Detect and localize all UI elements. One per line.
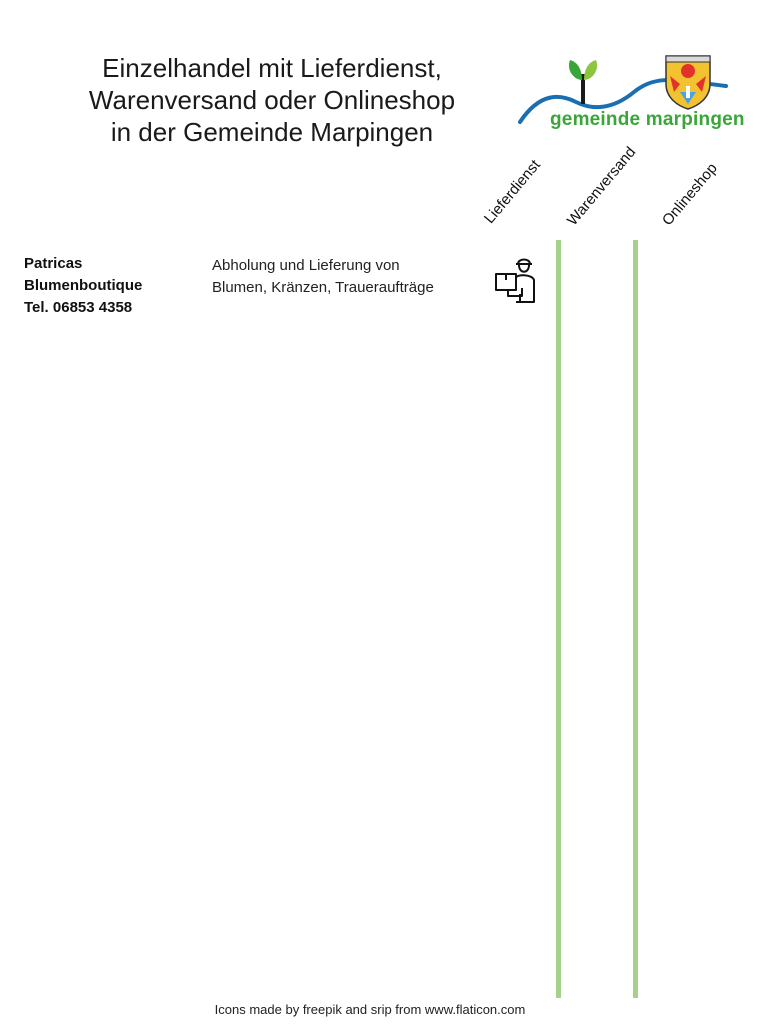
title-line-1: Einzelhandel mit Lieferdienst, (102, 53, 442, 83)
column-divider-2 (633, 240, 638, 998)
title-line-3: in der Gemeinde Marpingen (110, 117, 434, 147)
store-phone: Tel. 06853 4358 (24, 299, 133, 316)
store-description-line-1: Abholung und Lieferung von (212, 257, 400, 274)
store-name (24, 253, 142, 319)
store-name-line-1: Patricas (24, 255, 83, 272)
store-description-line-2: Blumen, Kränzen, Traueraufträge (212, 279, 434, 296)
title-line-2: Warenversand oder Onlineshop (88, 85, 456, 115)
store-description (212, 255, 434, 299)
column-divider-1 (556, 240, 561, 998)
page-title (40, 52, 504, 148)
logo-text: gemeinde marpingen (550, 109, 745, 130)
delivery-person-icon (494, 256, 538, 304)
coat-of-arms (664, 54, 712, 110)
coat-of-arms-icon (664, 54, 712, 110)
column-header-onlineshop: Onlineshop (658, 159, 721, 229)
column-header-warenversand: Warenversand (563, 143, 640, 229)
footer-credits: Icons made by freepik and srip from www.flaticon.com (214, 1002, 526, 1017)
delivery-service-mark (494, 256, 538, 304)
column-header-lieferdienst: Lieferdienst (480, 156, 544, 227)
store-name-line-2: Blumenboutique (24, 277, 143, 294)
